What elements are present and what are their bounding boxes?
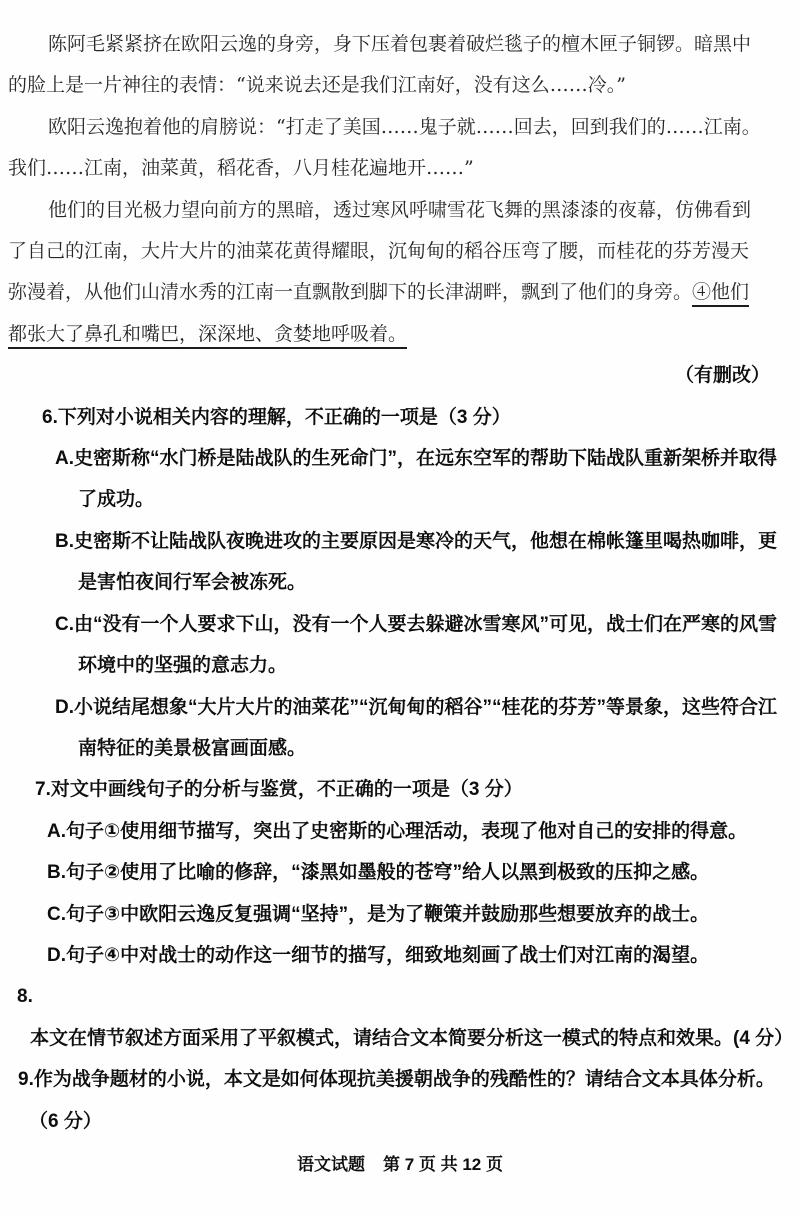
option-text: 小说结尾想象“大片大片的油菜花”“沉甸甸的稻谷”“桂花的芬芳”等景象，这些符合江南特征的美景极富画面感。 — [74, 696, 778, 759]
source-note: （有删改） — [674, 365, 770, 387]
option-label: B. — [55, 530, 74, 552]
excerpt-line — [8, 314, 792, 355]
option-text: 史密斯称“水门桥是陆战队的生死命门”，在远东空军的帮助下陆战队重新架桥并取得了成功。 — [74, 448, 778, 511]
option-label: C. — [55, 613, 74, 635]
question-6-stem — [8, 397, 792, 438]
question-9-stem — [8, 1059, 792, 1142]
excerpt-line: 的脸上是一片神往的表情：“说来说去还是我们江南好，没有这么……冷。” — [8, 74, 626, 97]
option-text: 句子②使用了比喻的修辞，“漆黑如墨般的苍穹”给人以黑到极致的压抑之感。 — [66, 862, 710, 884]
question-text: 下列对小说相关内容的理解，不正确的一项是（3 分） — [57, 406, 511, 428]
question-number: 7. — [35, 779, 51, 801]
question-6 — [8, 397, 792, 770]
question-6-option-c — [8, 604, 792, 687]
question-8-stem — [8, 976, 792, 1059]
question-text: 对文中画线句子的分析与鉴赏，不正确的一项是（3 分） — [50, 779, 523, 801]
excerpt-line — [8, 272, 792, 313]
excerpt-line: 欧阳云逸抱着他的肩膀说：“打走了美国……鬼子就……回去，回到我们的……江南。 — [48, 115, 761, 138]
question-number: 9. — [18, 1069, 34, 1091]
question-7 — [8, 769, 792, 976]
underlined-sentence-4: ④他们 — [692, 281, 749, 307]
option-text: 由“没有一个人要求下山，没有一个人要去躲避冰雪寒风”可见，战士们在严寒的风雪环境中的坚强的意志力。 — [74, 613, 778, 677]
option-label: A. — [55, 448, 74, 470]
option-text: 句子④中对战士的动作这一细节的描写，细致地刻画了战士们对江南的渴望。 — [66, 944, 710, 966]
question-7-option-b — [8, 852, 792, 893]
question-8 — [8, 976, 792, 1059]
option-label: B. — [47, 862, 66, 884]
question-7-option-a — [8, 811, 792, 852]
excerpt-line: 了自己的江南，大片大片的油菜花黄得耀眼，沉甸甸的稻谷压弯了腰，而桂花的芬芳漫天 — [8, 240, 750, 263]
question-6-option-a — [8, 438, 792, 521]
footer-page-number: 第 7 页 共 12 页 — [383, 1155, 503, 1174]
question-7-option-d — [8, 935, 792, 976]
excerpt-line: 陈阿毛紧紧挤在欧阳云逸的身旁，身下压着包裹着破烂毯子的檀木匣子铜锣。暗黑中 — [48, 33, 752, 55]
footer-doc-label: 语文试题 — [297, 1155, 365, 1174]
option-text: 史密斯不让陆战队夜晚进攻的主要原因是寒冷的天气，他想在棉帐篷里喝热咖啡，更是害怕夜间行军会被冻死。 — [74, 530, 778, 594]
question-6-option-d — [8, 687, 792, 770]
question-text: 本文在情节叙述方面采用了平叙模式，请结合文本简要分析这一模式的特点和效果。(4 分） — [30, 1027, 794, 1049]
question-9 — [8, 1059, 792, 1142]
question-number: 8. — [17, 986, 33, 1008]
option-text: 句子③中欧阳云逸反复强调“坚持”，是为了鞭策并鼓励那些想要放弃的战士。 — [66, 903, 710, 925]
question-7-stem — [8, 769, 792, 810]
question-6-option-b — [8, 521, 792, 604]
underlined-sentence-4-cont: 都张大了鼻孔和嘴巴，深深地、贪婪地呼吸着。 — [8, 323, 407, 349]
option-text: 句子①使用细节描写，突出了史密斯的心理活动，表现了他对自己的安排的得意。 — [66, 820, 748, 842]
story-excerpt — [8, 24, 792, 355]
option-label: C. — [47, 903, 66, 925]
question-text: 作为战争题材的小说，本文是如何体现抗美援朝战争的残酷性的？请结合文本具体分析。（6 分） — [29, 1069, 775, 1132]
option-label: D. — [55, 696, 74, 718]
excerpt-line: 他们的目光极力望向前方的黑暗，透过寒风呼啸雪花飞舞的黑漆漆的夜幕，仿佛看到 — [48, 198, 752, 221]
excerpt-line: 我们……江南，油菜黄，稻花香，八月桂花遍地开……” — [8, 157, 474, 180]
option-label: D. — [47, 944, 66, 966]
question-number: 6. — [42, 406, 58, 428]
option-label: A. — [47, 820, 66, 842]
question-7-option-c — [8, 894, 792, 935]
page-footer — [0, 1150, 800, 1180]
excerpt-text: 弥漫着，从他们山清水秀的江南一直飘散到脚下的长津湖畔，飘到了他们的身旁。 — [8, 281, 693, 304]
